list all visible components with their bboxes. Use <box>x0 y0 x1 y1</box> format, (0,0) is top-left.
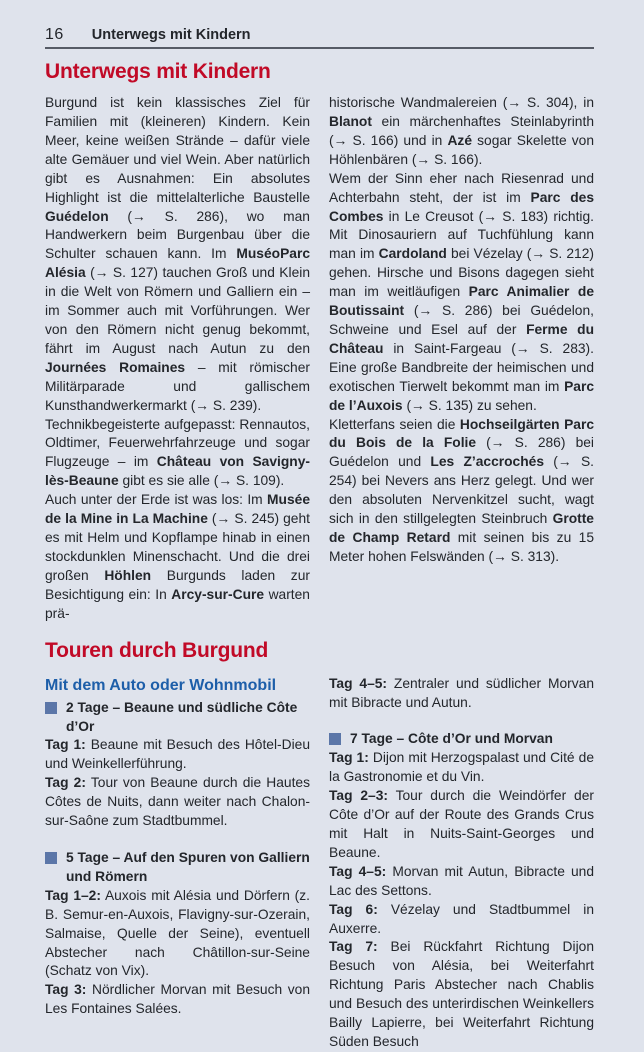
body-paragraph <box>45 94 310 415</box>
bold-text-run: Grotte de Champ Retard <box>329 511 594 545</box>
page-number: 16 <box>45 26 64 43</box>
running-head-title: Unterwegs mit Kindern <box>91 27 251 43</box>
text-run: (→ S. 245) geht es mit Helm und Kopflampe hinab in einen stockdunklen Minenschacht. Und die drei großen <box>45 511 310 583</box>
paragraph-spacer <box>329 712 594 730</box>
tours-columns <box>45 675 594 1052</box>
body-paragraph <box>329 901 594 939</box>
text-run: Zentraler und südlicher Morvan mit Bibracte und Autun. <box>329 675 595 710</box>
text-run: Burgunds laden zur Besichtigung ein: In <box>45 567 310 602</box>
text-run: – mit römischer Militärparade und gallischem Kunsthandwerkermarkt (→ S. 239). <box>45 359 310 413</box>
intro-left-column <box>45 94 310 623</box>
intro-right-column <box>329 94 594 623</box>
text-run: Wem der Sinn eher nach Riesenrad und Achterbahn steht, der ist im <box>329 170 594 205</box>
bold-text-run: Tag 2–3: <box>329 788 388 804</box>
body-paragraph <box>329 938 594 1051</box>
text-run: Tour durch die Weindörfer der Côte d’Or auf der Route des Grands Crus mit Halt in Nuits-Saint-Georges und Beaune. <box>329 788 594 860</box>
text-run: Tour von Beaune durch die Hautes Côtes de Nuits, dann weiter nach Chalon-sur-Saône zum Stadtbummel. <box>45 775 311 829</box>
bold-text-run: Cardoland <box>378 246 447 262</box>
text-run: Technikbegeisterte aufgepasst: Rennautos, Oldtimer, Feuerwehrfahrzeuge und sogar Flugzeuge – im <box>45 416 310 470</box>
tour-bullet-item <box>45 699 310 737</box>
text-run: Dijon mit Herzogspalast und Cité de la Gastronomie et du Vin. <box>329 750 594 785</box>
bold-text-run: Hochseilgärten Parc du Bois de la Folie <box>329 416 594 451</box>
section-title-touren: Touren durch Burgund <box>45 638 269 662</box>
text-run: ein märchenhaftes Steinlabyrinth (→ S. 166) und in <box>329 114 594 148</box>
text-run: mit seinen bis zu 15 Meter hohen Felswänden (→ S. 313). <box>329 529 594 564</box>
text-run: Kletterfans seien die <box>329 416 460 432</box>
text-run: Bei Rückfahrt Richtung Dijon Besuch von Alésia, bei Weiterfahrt Richtung Paris Abstecher nach Chablis und Besuch des unterirdischen Weinkellers Bailly Lapierre, bei Weiterfahrt Richtung Süden Besuch <box>329 939 594 1049</box>
text-run: (→ S. 286), wo man Handwerkern beim Burgenbau über die Schulter schauen kann. Im <box>45 208 310 262</box>
bold-text-run: Tag 7: <box>329 939 378 955</box>
tours-right-column <box>329 675 594 1052</box>
text-run: (→ S. 286) bei Guédelon und <box>329 435 594 470</box>
bold-text-run: Tag 4–5: <box>329 675 388 691</box>
bold-text-run: Höhlen <box>104 567 152 583</box>
bold-text-run: Ferme du Château <box>329 322 594 356</box>
text-run: Auch unter der Erde ist was los: Im <box>45 492 268 508</box>
bold-text-run: Parc des Combes <box>329 189 594 224</box>
bold-text-run: Tag 1: <box>45 737 86 753</box>
running-head <box>45 0 594 49</box>
bold-text-run: Tag 4–5: <box>329 863 387 879</box>
bold-text-run: MuséoParc Alésia <box>45 246 310 281</box>
section-title-unterwegs: Unterwegs mit Kindern <box>45 60 271 83</box>
square-bullet-icon <box>329 733 341 745</box>
text-run: gibt es sie alle (→ S. 109). <box>118 473 285 489</box>
bold-text-run: Tag 6: <box>329 901 378 917</box>
bold-text-run: Tag 1–2: <box>45 887 101 903</box>
tour-bullet-label: 5 Tage – Auf den Spuren von Galliern und Römern <box>66 850 310 884</box>
text-run: (→ S. 286) bei Guédelon, Schweine und Esel auf der <box>329 303 594 338</box>
bold-text-run: Guédelon <box>45 208 109 224</box>
body-paragraph <box>45 774 310 831</box>
tour-bullet-item <box>329 730 594 749</box>
text-run: Vézelay und Stadtbummel in Auxerre. <box>329 901 594 936</box>
tour-bullet-item <box>45 849 310 887</box>
tour-mode-subheading: Mit dem Auto oder Wohnmobil <box>45 676 277 694</box>
text-run: (→ S. 254) bei Nevers ans Herz gelegt. Und wer den absoluten Nervenkitzel sucht, wagt sich in den stillgelegten Steinbruch <box>329 454 595 527</box>
bold-text-run: Musée de la Mine in La Machine <box>45 492 310 527</box>
tours-left-column <box>45 675 310 1052</box>
text-run: (→ S. 135) zu sehen. <box>402 397 537 413</box>
paragraph-spacer <box>45 831 310 849</box>
intro-columns <box>45 94 594 623</box>
body-paragraph <box>329 416 594 567</box>
body-paragraph <box>45 736 310 774</box>
body-paragraph <box>45 416 310 492</box>
bold-text-run: Parc Animalier de Boutissaint <box>329 284 594 319</box>
body-paragraph <box>45 887 310 982</box>
bold-text-run: Les Z’accrochés <box>430 454 545 470</box>
text-run: sogar Skelette von Höhlenbären (→ S. 166). <box>329 132 594 167</box>
body-paragraph <box>329 863 594 901</box>
text-run: Nördlicher Morvan mit Besuch von Les Fontaines Salées. <box>45 982 310 1017</box>
text-run: Morvan mit Autun, Bibracte und Lac des Settons. <box>329 863 595 898</box>
body-paragraph <box>329 787 594 863</box>
body-paragraph <box>45 491 310 623</box>
text-run: (→ S. 127) tauchen Groß und Klein in die Welt von Römern und Galliern ein – im Sommer auch mit Vorführungen. Wer von den Römern nicht genug bekommt, fährt im August nach Autun zu den <box>45 265 310 356</box>
page-content <box>45 0 594 1052</box>
text-run: Burgund ist kein klassisches Ziel für Familien mit (kleineren) Kindern. Kein Meer, keine weißen Strände – dafür viele alte Gemäuer und viel Wein. Aber natürlich gibt es Ausnahmen: Ein absolutes Highlight ist die mittelalterliche Baustelle <box>45 95 310 205</box>
text-run: in Saint-Fargeau (→ S. 283). Eine große Bandbreite der heimischen und exotischen Tierwelt bekommt man im <box>329 340 594 394</box>
bold-text-run: Tag 1: <box>329 750 369 766</box>
body-paragraph <box>329 749 594 787</box>
text-run: warten prä- <box>45 586 310 621</box>
body-paragraph <box>329 675 594 713</box>
text-run: bei Vézelay (→ S. 212) gehen. Hirsche und Bisons dagegen sieht man im weitläufigen <box>329 246 594 300</box>
bold-text-run: Parc de l’Auxois <box>329 378 594 413</box>
bold-text-run: Château von Savigny-lès-Beaune <box>45 454 310 489</box>
bold-text-run: Journées Romaines <box>45 359 186 375</box>
text-run: in Le Creusot (→ S. 183) richtig. Mit Dinosauriern auf Tuchfühlung kann man im <box>329 208 594 262</box>
tour-bullet-label: 2 Tage – Beaune und südliche Côte d’Or <box>66 699 298 734</box>
square-bullet-icon <box>45 852 57 864</box>
bold-text-run: Blanot <box>329 114 372 130</box>
body-paragraph <box>329 94 594 170</box>
bold-text-run: Tag 2: <box>45 775 86 791</box>
text-run: historische Wandmalereien (→ S. 304), in <box>329 95 594 111</box>
tour-bullet-label: 7 Tage – Côte d’Or und Morvan <box>350 731 553 747</box>
body-paragraph <box>45 981 310 1019</box>
text-run: Auxois mit Alésia und Dörfern (z. B. Semur-en-Auxois, Flavigny-sur-Ozerain, Salmaise, Quelle der Seine), eventuell Abstecher nach Châtillon-sur-Seine (Schatz von Vix). <box>45 887 310 979</box>
text-run: Beaune mit Besuch des Hôtel-Dieu und Weinkellerführung. <box>45 737 310 772</box>
square-bullet-icon <box>45 702 57 714</box>
bold-text-run: Azé <box>447 132 472 148</box>
bold-text-run: Tag 3: <box>45 982 87 998</box>
body-paragraph <box>329 170 594 416</box>
bold-text-run: Arcy-sur-Cure <box>171 586 265 602</box>
